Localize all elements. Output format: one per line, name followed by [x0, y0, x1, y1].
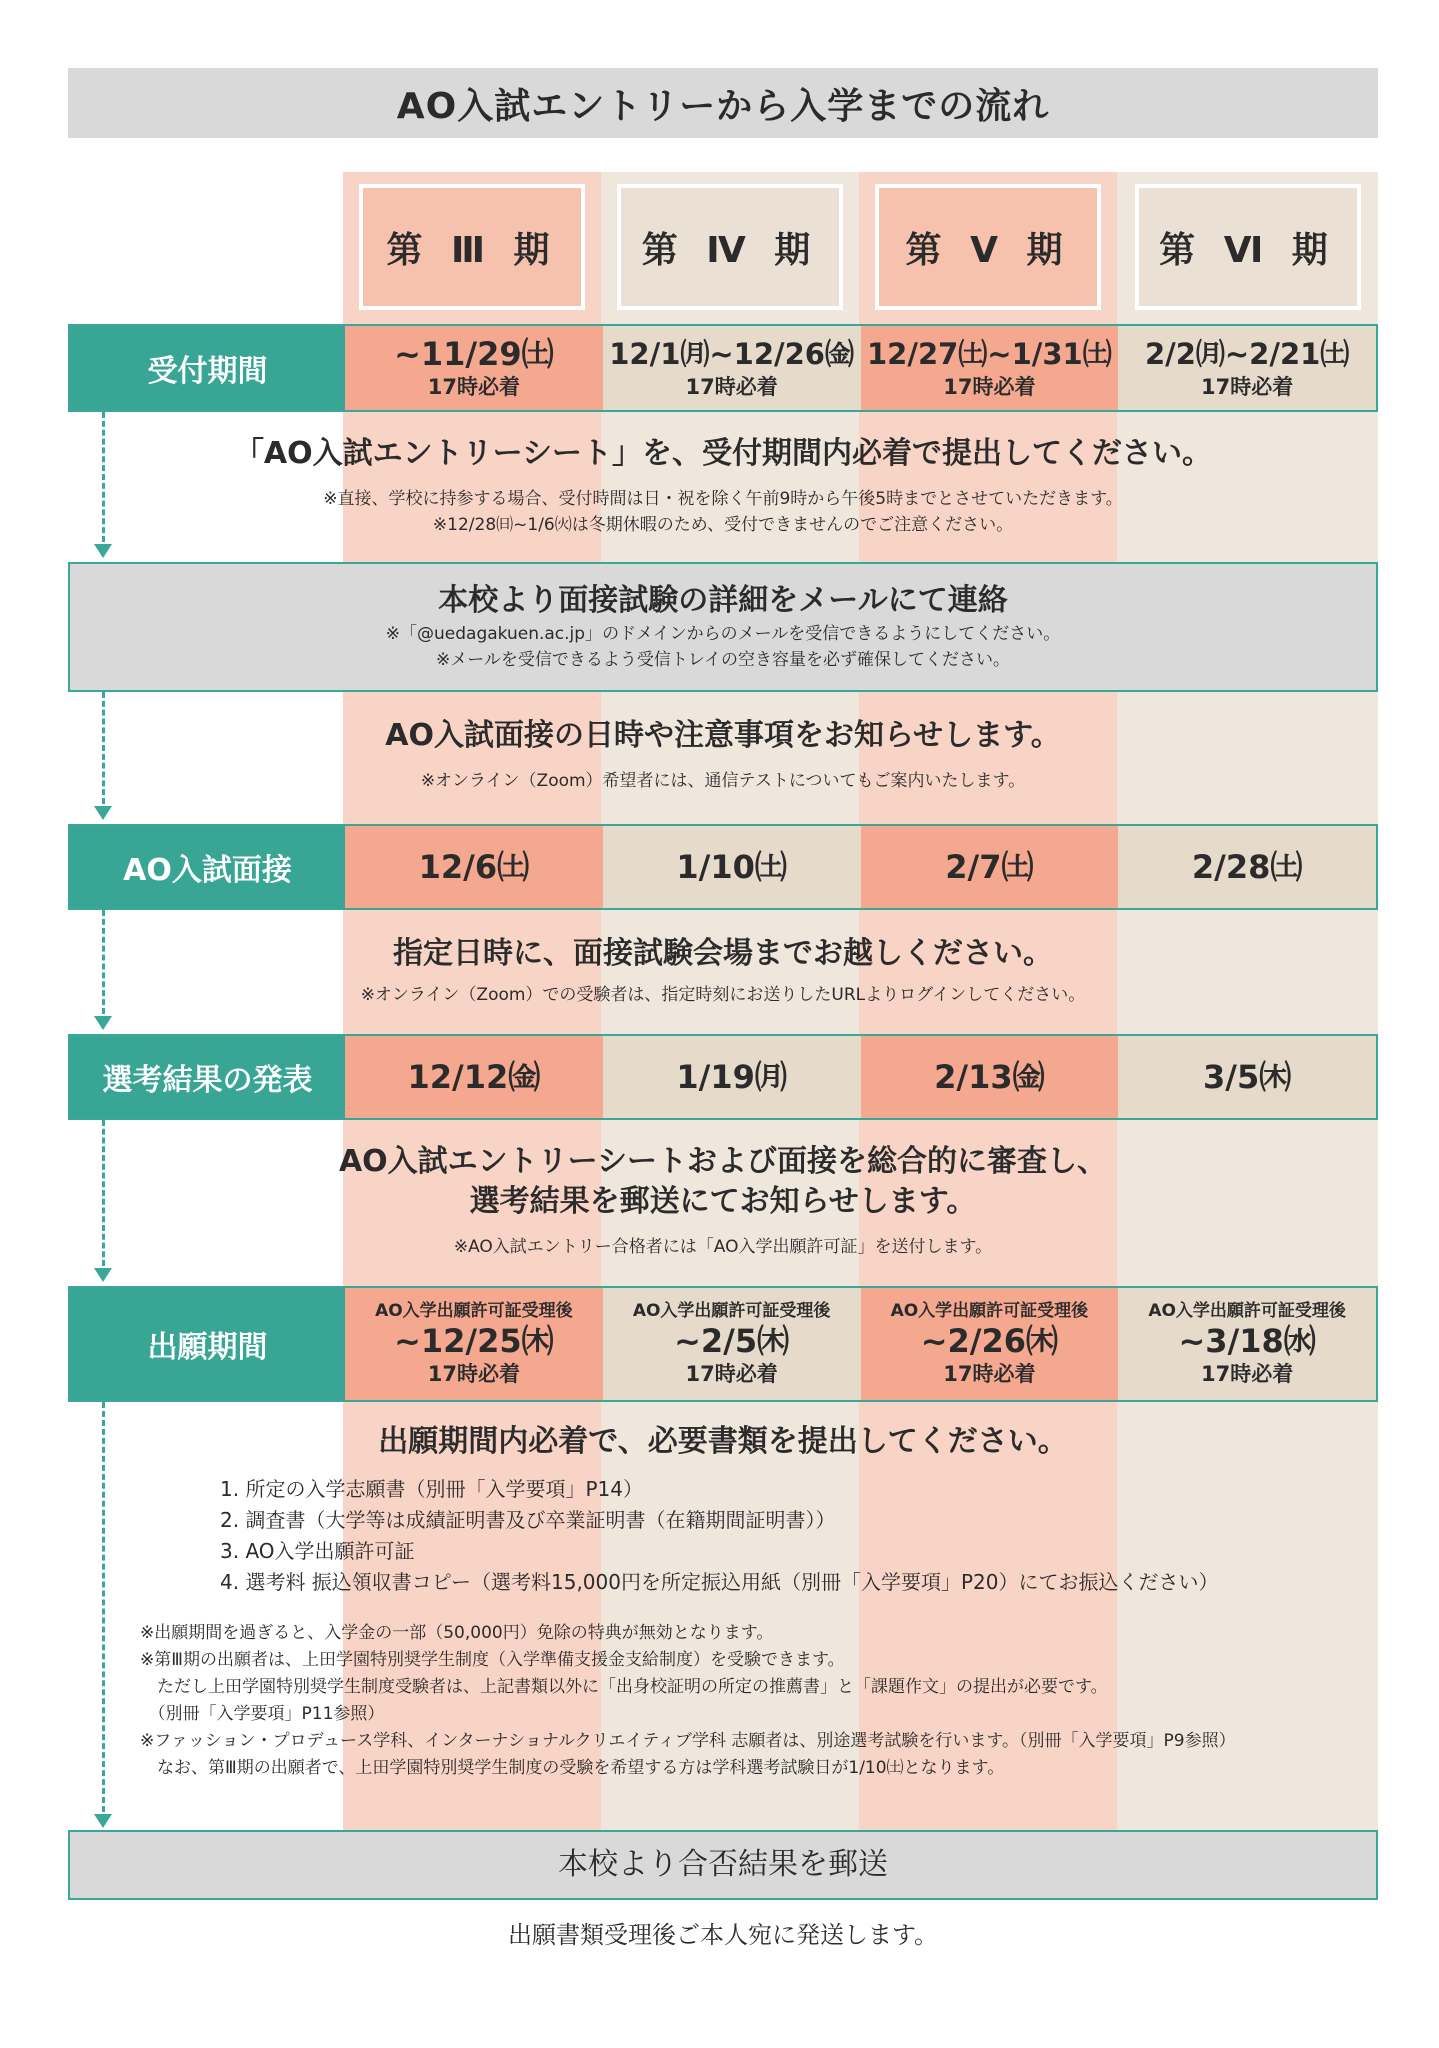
reception-cell: 12/1㈪~12/26㈮ 17時必着 — [603, 326, 861, 410]
results-cell: 3/5㈭ — [1118, 1036, 1376, 1118]
row-label: 受付期間 — [70, 326, 345, 410]
results-cell: 2/13㈮ — [861, 1036, 1119, 1118]
step1-heading: 「AO入試エントリーシート」を、受付期間内必着で提出してください。 — [233, 436, 1213, 471]
flow-line — [102, 692, 105, 804]
application-cell: AO入学出願許可証受理後 ~2/5㈭ 17時必着 — [603, 1288, 861, 1400]
results-cell: 1/19㈪ — [603, 1036, 861, 1118]
phase-label: 第 Ⅵ 期 — [1135, 184, 1361, 310]
step2-note: ※オンライン（Zoom）希望者には、通信テストについてもご案内いたします。 — [420, 771, 1026, 791]
step5-heading: 出願期間内必着で、必要書類を提出してください。 — [378, 1424, 1068, 1459]
arrow-down-icon — [94, 1016, 112, 1030]
step1-note-2: ※12/28㈰~1/6㈫は冬期休暇のため、受付できませんのでご注意ください。 — [432, 515, 1014, 535]
page-title: AO入試エントリーから入学までの流れ — [68, 68, 1378, 138]
row-label: 出願期間 — [70, 1288, 345, 1400]
arrow-down-icon — [94, 806, 112, 820]
reception-cell: 12/27㈯~1/31㈯ 17時必着 — [861, 326, 1119, 410]
arrow-down-icon — [94, 1268, 112, 1282]
flow-line — [102, 1120, 105, 1266]
reception-cell: ~11/29㈯ 17時必着 — [345, 326, 603, 410]
required-documents-list — [220, 1474, 1219, 1598]
step4-heading-2: 選考結果を郵送にてお知らせします。 — [469, 1184, 977, 1219]
list-item: 3. AO入学出願許可証 — [220, 1539, 415, 1563]
note-line: ※第Ⅲ期の出願者は、上田学園特別奨学生制度（入学準備支援金支給制度）を受験できます。 — [140, 1650, 845, 1670]
phase-label: 第 Ⅳ 期 — [617, 184, 843, 310]
contact-heading: 本校より面接試験の詳細をメールにて連絡 — [438, 583, 1008, 618]
interview-cell: 1/10㈯ — [603, 826, 861, 908]
phase-header-4 — [601, 172, 859, 322]
step2-heading: AO入試面接の日時や注意事項をお知らせします。 — [385, 718, 1061, 753]
row-label: AO入試面接 — [70, 826, 345, 908]
application-cell: AO入学出願許可証受理後 ~2/26㈭ 17時必着 — [861, 1288, 1119, 1400]
step3-note: ※オンライン（Zoom）での受験者は、指定時刻にお送りしたURLよりログインしてください。 — [360, 985, 1086, 1005]
final-note: 出願書類受理後ご本人宛に発送します。 — [507, 1921, 939, 1949]
application-notes — [140, 1620, 1236, 1782]
flow-line — [102, 412, 105, 542]
application-row — [68, 1286, 1378, 1402]
contact-note-1: ※「@uedagakuen.ac.jp」のドメインからのメールを受信できるようにしてください。 — [385, 624, 1061, 644]
contact-note-2: ※メールを受信できるよう受信トレイの空き容量を必ず確保してください。 — [435, 650, 1011, 670]
flow-line — [102, 1402, 105, 1812]
phase-label: 第 Ⅲ 期 — [359, 184, 585, 310]
list-item: 4. 選考料 振込領収書コピー（選考料15,000円を所定振込用紙（別冊「入学要項」P20）にてお振込ください） — [220, 1570, 1219, 1594]
list-item: 1. 所定の入学志願書（別冊「入学要項」P14） — [220, 1477, 643, 1501]
step3-heading: 指定日時に、面接試験会場までお越しください。 — [393, 936, 1053, 971]
interview-cell: 12/6㈯ — [345, 826, 603, 908]
interview-cell: 2/28㈯ — [1118, 826, 1376, 908]
row-label: 選考結果の発表 — [70, 1036, 345, 1118]
note-line: なお、第Ⅲ期の出願者で、上田学園特別奨学生制度の受験を希望する方は学科選考試験日が1/10㈯となります。 — [140, 1758, 1005, 1778]
results-cell: 12/12㈮ — [345, 1036, 603, 1118]
note-line: ※ファッション・プロデュース学科、インターナショナルクリエイティブ学科 志願者は、別途選考試験を行います。（別冊「入学要項」P9参照） — [140, 1731, 1236, 1751]
interview-cell: 2/7㈯ — [861, 826, 1119, 908]
final-box — [68, 1830, 1378, 1900]
step4-heading-1: AO入試エントリーシートおよび面接を総合的に審査し、 — [338, 1144, 1108, 1179]
flow-line — [102, 910, 105, 1014]
phase-header-3 — [343, 172, 601, 322]
note-line: （別冊「入学要項」P11参照） — [140, 1704, 385, 1724]
step1-note-1: ※直接、学校に持参する場合、受付時間は日・祝を除く午前9時から午後5時までとさせていただきます。 — [323, 489, 1123, 509]
phase-header-6 — [1117, 172, 1378, 322]
phase-label: 第 Ⅴ 期 — [875, 184, 1101, 310]
final-heading: 本校より合否結果を郵送 — [558, 1847, 888, 1882]
arrow-down-icon — [94, 1814, 112, 1828]
list-item: 2. 調査書（大学等は成績証明書及び卒業証明書（在籍期間証明書）） — [220, 1508, 836, 1532]
application-cell: AO入学出願許可証受理後 ~3/18㈬ 17時必着 — [1118, 1288, 1376, 1400]
application-cell: AO入学出願許可証受理後 ~12/25㈭ 17時必着 — [345, 1288, 603, 1400]
reception-row — [68, 324, 1378, 412]
arrow-down-icon — [94, 544, 112, 558]
interview-row — [68, 824, 1378, 910]
note-line: ただし上田学園特別奨学生制度受験者は、上記書類以外に「出身校証明の所定の推薦書」と「課題作文」の提出が必要です。 — [140, 1677, 1108, 1697]
results-row — [68, 1034, 1378, 1120]
contact-box — [68, 562, 1378, 692]
note-line: ※出願期間を過ぎると、入学金の一部（50,000円）免除の特典が無効となります。 — [140, 1623, 774, 1643]
reception-cell: 2/2㈪~2/21㈯ 17時必着 — [1118, 326, 1376, 410]
step4-note: ※AO入試エントリー合格者には「AO入学出願許可証」を送付します。 — [453, 1237, 993, 1257]
phase-header-5 — [859, 172, 1117, 322]
